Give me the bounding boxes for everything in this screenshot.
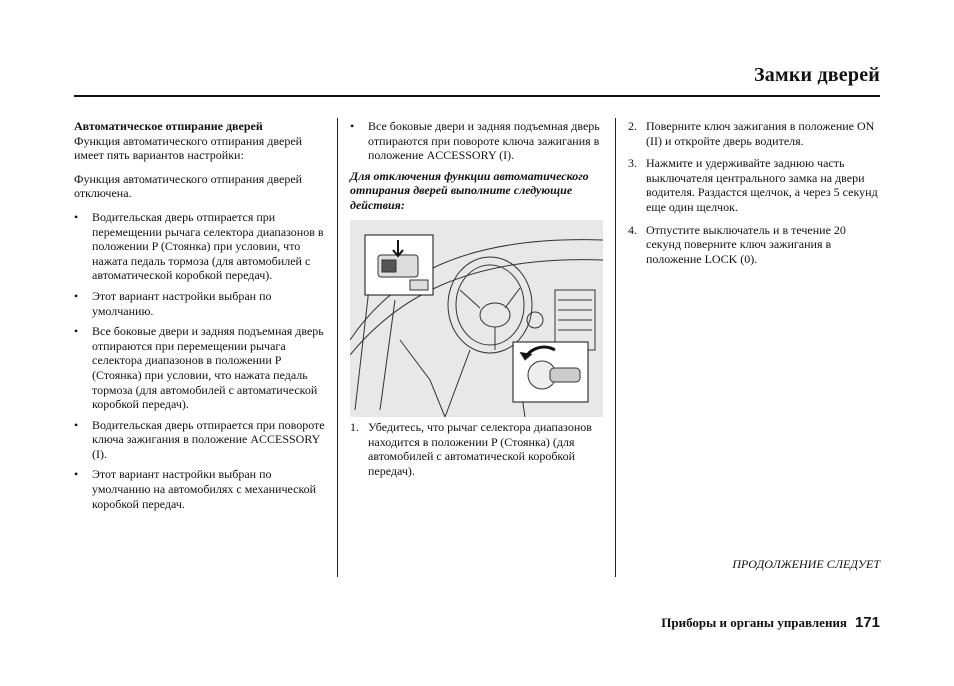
column-divider (615, 118, 616, 577)
page-footer (661, 614, 880, 631)
footer-section: Приборы и органы управления (661, 615, 847, 630)
list-item: 3. Нажмите и удерживайте заднюю часть выключателя центрального замка на двери водителя. Раздастся щелчок, а через 5 секунд еще один щелчок. (628, 156, 878, 214)
right-column (628, 119, 880, 274)
continued-label: ПРОДОЛЖЕНИЕ СЛЕДУЕТ (732, 557, 880, 571)
page-number: 171 (854, 614, 880, 631)
header-rule (74, 95, 880, 97)
list-item: 2. Поверните ключ зажигания в положение ON (II) и откройте дверь водителя. (628, 119, 875, 148)
middle-steps (350, 420, 603, 486)
page-title: Замки дверей (754, 64, 880, 86)
instruction-heading: Для отключения функции автоматического отпирания дверей выполните следующие действия: (350, 168, 589, 212)
off-text: Функция автоматического отпирания дверей отключена. (74, 171, 303, 201)
list-item: • Все боковые двери и задняя подъемная дверь отпираются при перемещении рычага селектора диапазонов в положении P (Стоянка) при условии, что нажата педаль тормоза (для автомобилей с автоматической коробкой передач). (74, 324, 326, 412)
middle-column (350, 119, 603, 213)
left-column (74, 119, 326, 511)
column-divider (337, 118, 338, 577)
section-heading: Автоматическое отпирание дверей (74, 119, 263, 133)
list-item: • Этот вариант настройки выбран по умолчанию. (74, 289, 326, 318)
list-item: 4. Отпустите выключатель и в течение 20 секунд поверните ключ зажигания в положение LOCK (0). (628, 222, 846, 266)
dashboard-illustration (350, 220, 603, 417)
intro-text: Функция автоматического отпирания дверей имеет пять вариантов настройки: (74, 133, 303, 163)
list-item: • Все боковые двери и задняя подъемная дверь отпираются при повороте ключа зажигания в положение ACCESSORY (I). (350, 119, 603, 163)
list-item: • Водительская дверь отпирается при повороте ключа зажигания в положение ACCESSORY (I). (74, 418, 326, 462)
list-item: 1. Убедитесь, что рычаг селектора диапазонов находится в положении P (Стоянка) (для автомобилей с автоматической коробкой передач). (350, 420, 592, 478)
list-item: • Этот вариант настройки выбран по умолчанию на автомобилях с механической коробкой передач. (74, 467, 326, 511)
list-item: • Водительская дверь отпирается при перемещении рычага селектора диапазонов в положении P (Стоянка) при условии, что нажата педаль тормоза (для автомобилей с автоматической коробкой передач). (74, 210, 326, 283)
